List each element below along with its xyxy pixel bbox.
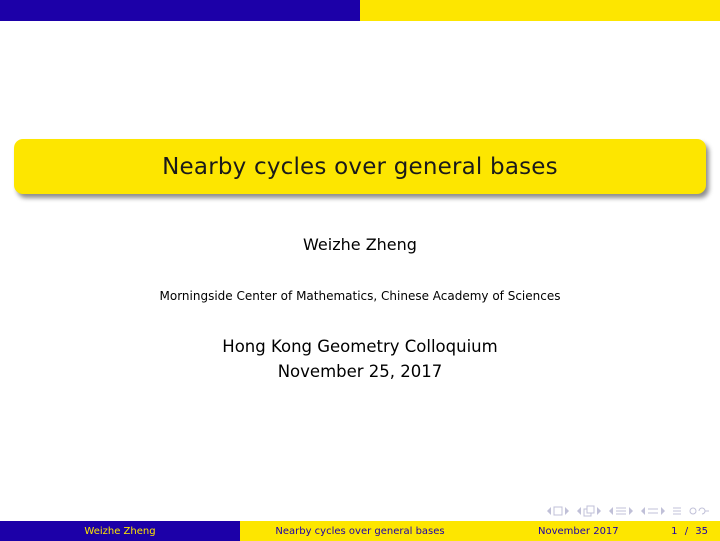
document-icon[interactable] xyxy=(647,506,659,516)
arrow-right-icon[interactable] xyxy=(660,506,666,516)
arrow-left-icon[interactable] xyxy=(608,506,614,516)
arrow-right-icon[interactable] xyxy=(564,506,570,516)
title-box xyxy=(14,139,706,194)
footer-author: Weizhe Zheng xyxy=(84,525,156,537)
institute: Morningside Center of Mathematics, Chinese Academy of Sciences xyxy=(159,289,561,303)
arrow-left-icon[interactable] xyxy=(576,506,582,516)
nav-section-group[interactable] xyxy=(608,506,634,516)
stacked-frames-icon[interactable] xyxy=(583,505,595,517)
nav-subsection-group[interactable] xyxy=(576,505,602,517)
align-icon[interactable] xyxy=(672,506,682,516)
section-icon[interactable] xyxy=(615,506,627,516)
footer-title: Nearby cycles over general bases xyxy=(275,525,445,537)
page-current: 1 xyxy=(671,525,678,537)
arrow-right-icon[interactable] xyxy=(596,506,602,516)
header-bar xyxy=(0,0,720,21)
nav-doc-group[interactable] xyxy=(640,506,666,516)
footer-bar xyxy=(0,521,720,541)
event-name: Hong Kong Geometry Colloquium xyxy=(222,337,498,356)
author-name: Weizhe Zheng xyxy=(303,235,417,254)
event-date: November 25, 2017 xyxy=(277,362,443,381)
footer-date-segment xyxy=(480,521,720,541)
navigation-symbols xyxy=(546,503,710,519)
footer-author-segment xyxy=(0,521,240,541)
page-separator: / xyxy=(684,525,689,537)
arrow-left-icon[interactable] xyxy=(546,506,552,516)
footer-title-segment xyxy=(240,521,480,541)
page-total: 35 xyxy=(695,525,708,537)
frame-icon[interactable] xyxy=(553,506,563,516)
page-number xyxy=(669,526,710,537)
nav-frame-group[interactable] xyxy=(546,506,570,516)
footer-date: November 2017 xyxy=(538,525,619,537)
slide-title: Nearby cycles over general bases xyxy=(162,153,558,180)
header-bar-left xyxy=(0,0,360,21)
search-icon[interactable] xyxy=(688,506,710,516)
header-bar-right xyxy=(360,0,720,21)
arrow-right-icon[interactable] xyxy=(628,506,634,516)
arrow-left-icon[interactable] xyxy=(640,506,646,516)
